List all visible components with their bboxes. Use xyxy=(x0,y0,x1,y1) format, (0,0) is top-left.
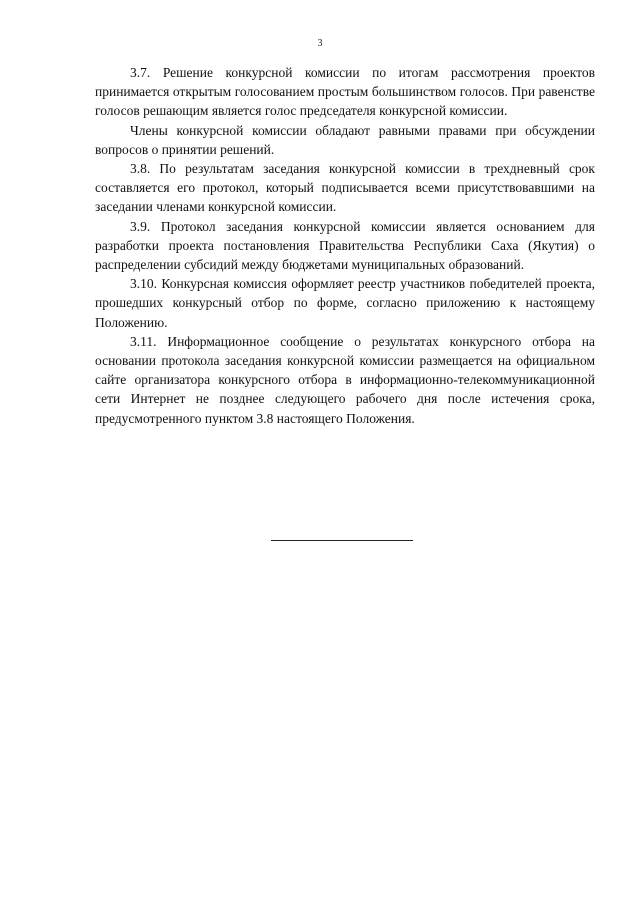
paragraph-3-9: 3.9. Протокол заседания конкурсной комиссии является основанием для разработки проекта постановления Правительства Республики Саха (Якутия) о распределении субсидий между бюджетами муниципальных образований. xyxy=(95,218,595,273)
page-number: 3 xyxy=(317,38,323,49)
closing-divider-line xyxy=(271,540,413,541)
paragraph-3-7: 3.7. Решение конкурсной комиссии по итогам рассмотрения проектов принимается открытым голосованием простым большинством голосов. При равенстве голосов решающим является голос председателя конкурсной комиссии. xyxy=(95,65,595,119)
paragraph-3-10: 3.10. Конкурсная комиссия оформляет реестр участников победителей проекта, прошедших конкурсный отбор по форме, согласно приложению к настоящему Положению. xyxy=(95,276,595,330)
paragraph-3-8: 3.8. По результатам заседания конкурсной комиссии в трехдневный срок составляется его протокол, который подписывается всеми присутствовавшими на заседании членами конкурсной комиссии. xyxy=(95,161,595,215)
paragraph-3-11: 3.11. Информационное сообщение о результатах конкурсного отбора на основании протокола заседания конкурсной комиссии размещается на официальном сайте организатора конкурсного отбора в информационно-телекоммуникационной сети Интернет не позднее следующего рабочего дня после истечения срока, предусмотренного пунктом 3.8 настоящего Положения. xyxy=(95,333,595,426)
document-body xyxy=(95,63,595,428)
paragraph-members-rights: Члены конкурсной комиссии обладают равными правами при обсуждении вопросов о принятии решений. xyxy=(95,122,595,157)
